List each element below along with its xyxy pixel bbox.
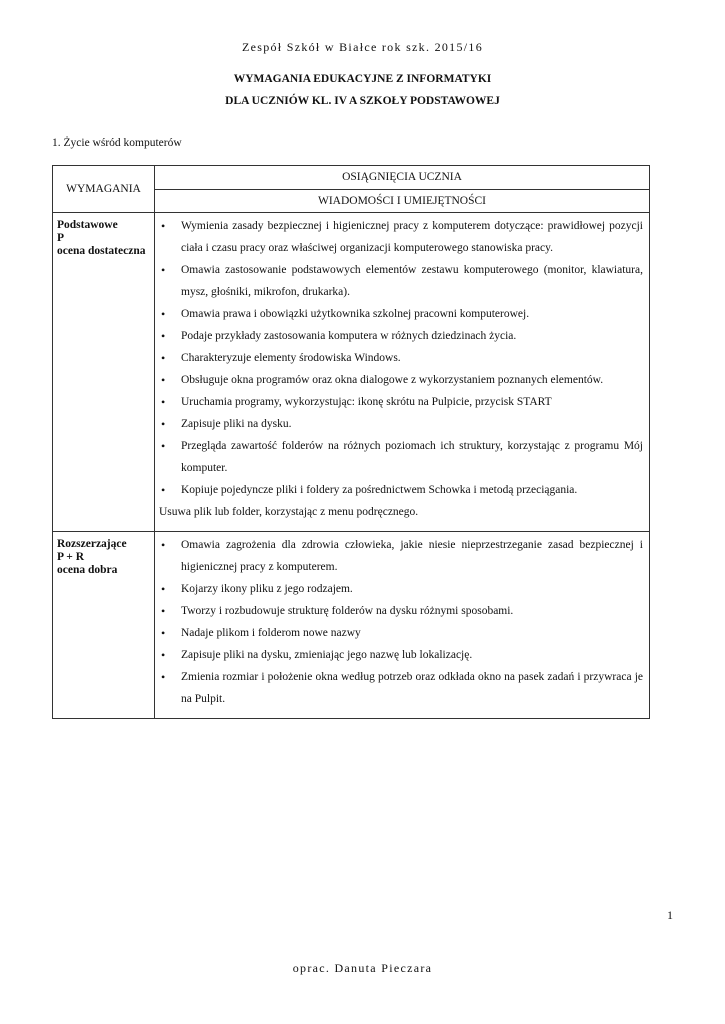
requirements-table (52, 165, 650, 719)
level-cell (53, 213, 155, 532)
level-grade: ocena dobra (57, 564, 118, 576)
list-item: • Przegląda zawartość folderów na różnych poziomach ich struktury, korzystając z programu Mój komputer. (159, 435, 643, 479)
page-number: 1 (667, 908, 673, 922)
table-row (53, 213, 650, 532)
document-title-line-2: DLA UCZNIÓW KL. IV A SZKOŁY PODSTAWOWEJ (225, 95, 500, 107)
list-item: • Zapisuje pliki na dysku, zmieniając jego nazwę lub lokalizację. (159, 644, 643, 666)
level-grade: ocena dostateczna (57, 245, 146, 257)
level-code: P + R (57, 551, 84, 563)
level-name: Podstawowe (57, 219, 118, 231)
list-item: • Nadaje plikom i folderom nowe nazwy (159, 622, 643, 644)
list-item: • Zapisuje pliki na dysku. (159, 413, 643, 435)
trailing-item: Usuwa plik lub folder, korzystając z menu podręcznego. (159, 506, 419, 518)
requirements-cell (155, 213, 650, 532)
requirements-cell (155, 532, 650, 719)
section-title: 1. Życie wśród komputerów (52, 137, 182, 149)
list-item: • Zmienia rozmiar i położenie okna według potrzeb oraz odkłada okno na pasek zadań i przywraca je na Pulpit. (159, 666, 643, 710)
page-header: Zespół Szkół w Białce rok szk. 2015/16 (241, 40, 484, 54)
list-item: • Charakteryzuje elementy środowiska Windows. (159, 347, 643, 369)
level-cell (53, 532, 155, 719)
list-item: • Obsługuje okna programów oraz okna dialogowe z wykorzystaniem poznanych elementów. (159, 369, 643, 391)
level-code: P (57, 232, 65, 244)
column-header-knowledge-skills: WIADOMOŚCI I UMIEJĘTNOŚCI (155, 189, 650, 213)
column-header-achievements: OSIĄGNIĘCIA UCZNIA (155, 166, 650, 190)
list-item: • Omawia zastosowanie podstawowych elementów zestawu komputerowego (monitor, klawiatura, mysz, głośniki, mikrofon, drukarka). (159, 259, 643, 303)
requirements-list (159, 215, 643, 501)
list-item: • Kojarzy ikony pliku z jego rodzajem. (159, 578, 643, 600)
list-item: • Tworzy i rozbudowuje strukturę folderów na dysku różnymi sposobami. (159, 600, 643, 622)
level-name: Rozszerzające (57, 538, 127, 550)
list-item: • Kopiuje pojedyncze pliki i foldery za pośrednictwem Schowka i metodą przeciągania. (159, 479, 643, 501)
list-item: • Podaje przykłady zastosowania komputera w różnych dziedzinach życia. (159, 325, 643, 347)
table-row (53, 532, 650, 719)
list-item: • Omawia zagrożenia dla zdrowia człowieka, jakie niesie nieprzestrzeganie zasad bezpiecznej i higienicznej pracy z komputerem. (159, 534, 643, 578)
requirements-list (159, 534, 643, 710)
column-header-requirements: WYMAGANIA (53, 166, 155, 213)
list-item: • Wymienia zasady bezpiecznej i higienicznej pracy z komputerem dotyczące: prawidłowej pozycji ciała i czasu pracy oraz właściwej organizacji komputerowego stanowiska pracy. (159, 215, 643, 259)
list-item: • Omawia prawa i obowiązki użytkownika szkolnej pracowni komputerowej. (159, 303, 643, 325)
document-title-line-1: WYMAGANIA EDUKACYJNE Z INFORMATYKI (233, 73, 492, 85)
page-footer: oprac. Danuta Pieczara (292, 961, 433, 975)
list-item: • Uruchamia programy, wykorzystując: ikonę skrótu na Pulpicie, przycisk START (159, 391, 643, 413)
